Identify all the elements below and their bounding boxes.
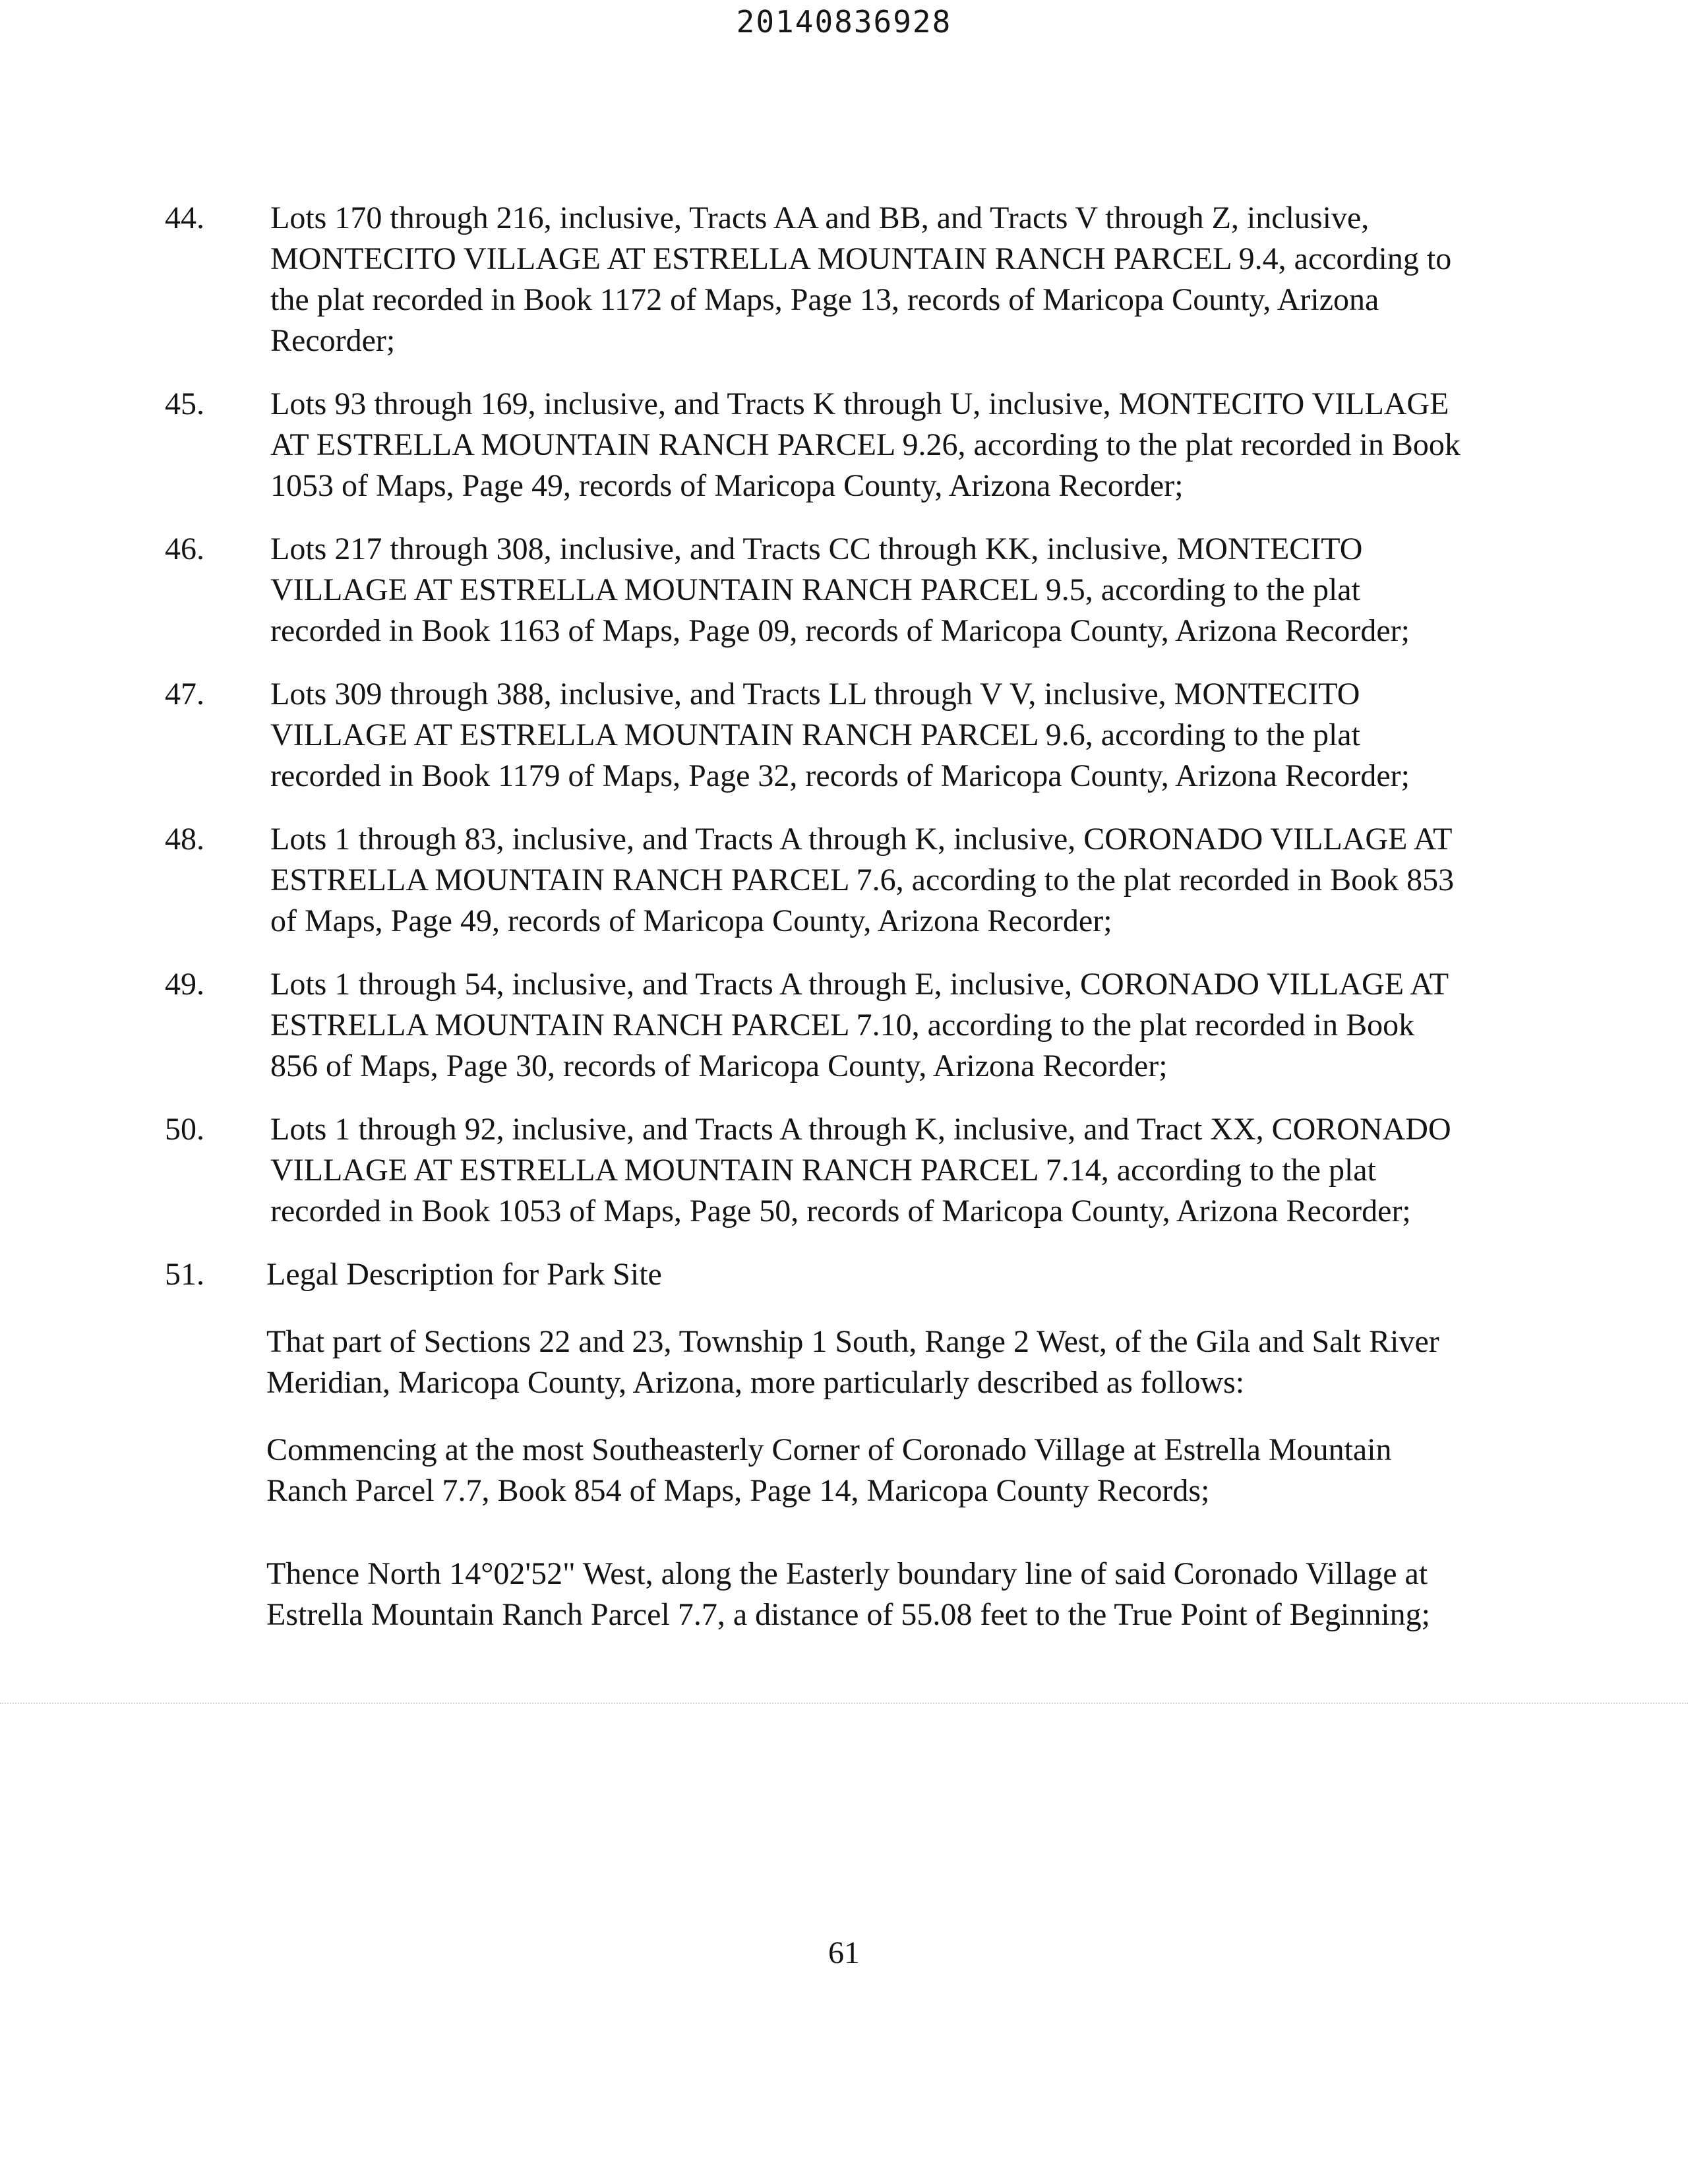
item-number: 45. xyxy=(165,386,204,421)
document-body xyxy=(0,198,1688,1635)
list-item-50 xyxy=(0,1109,1688,1232)
item-text: Lots 1 through 92, inclusive, and Tracts A through K, inclusive, and Tract XX, CORONADO VILLAGE AT ESTRELLA MOUNTAIN RANCH PARCEL 7.14, according to the plat recorded in Book 1053 of Maps, Page 50, records of Maricopa County, Arizona Recorder; xyxy=(270,1112,1451,1228)
list-item-49 xyxy=(0,964,1688,1087)
item-number: 47. xyxy=(165,677,204,712)
list-item-48 xyxy=(0,819,1688,942)
park-site-paragraph-sections: That part of Sections 22 and 23, Township 1 South, Range 2 West, of the Gila and Salt River Meridian, Maricopa County, Arizona, more particularly described as follows: xyxy=(266,1324,1439,1400)
list-item-47 xyxy=(0,674,1688,797)
page-number: 61 xyxy=(828,1935,860,1970)
park-site-paragraph-thence: Thence North 14°02'52" West, along the Easterly boundary line of said Coronado Village at Estrella Mountain Ranch Parcel 7.7, a distance of 55.08 feet to the True Point of Beginning; xyxy=(266,1556,1431,1632)
item-text: Lots 93 through 169, inclusive, and Tracts K through U, inclusive, MONTECITO VILLAGE AT ESTRELLA MOUNTAIN RANCH PARCEL 9.26, according to the plat recorded in Book 1053 of Maps, Page 49, records of Maricopa County, Arizona Recorder; xyxy=(270,386,1461,503)
item-number: 51. xyxy=(165,1257,204,1292)
item-number: 44. xyxy=(165,200,204,235)
list-item-44 xyxy=(0,198,1688,361)
park-site-heading: Legal Description for Park Site xyxy=(266,1257,662,1292)
document-number: 20140836928 xyxy=(736,4,952,40)
list-item-51 xyxy=(0,1254,1688,1295)
item-text: Lots 309 through 388, inclusive, and Tracts LL through V V, inclusive, MONTECITO VILLAGE AT ESTRELLA MOUNTAIN RANCH PARCEL 9.6, according to the plat recorded in Book 1179 of Maps, Page 32, records of Maricopa County, Arizona Recorder; xyxy=(270,677,1410,793)
item-number: 50. xyxy=(165,1112,204,1147)
item-number: 46. xyxy=(165,531,204,566)
scan-artifact-line xyxy=(0,1703,1688,1704)
item-number: 48. xyxy=(165,822,204,857)
item-text: Lots 1 through 83, inclusive, and Tracts A through K, inclusive, CORONADO VILLAGE AT ESTRELLA MOUNTAIN RANCH PARCEL 7.6, according to the plat recorded in Book 853 of Maps, Page 49, records of Maricopa County, Arizona Recorder; xyxy=(270,822,1455,938)
item-text: Lots 217 through 308, inclusive, and Tracts CC through KK, inclusive, MONTECITO VILLAGE AT ESTRELLA MOUNTAIN RANCH PARCEL 9.5, according to the plat recorded in Book 1163 of Maps, Page 09, records of Maricopa County, Arizona Recorder; xyxy=(270,531,1410,648)
park-site-paragraph-commencing: Commencing at the most Southeasterly Corner of Coronado Village at Estrella Mountain Ranch Parcel 7.7, Book 854 of Maps, Page 14, Maricopa County Records; xyxy=(266,1432,1392,1508)
item-text: Lots 1 through 54, inclusive, and Tracts A through E, inclusive, CORONADO VILLAGE AT ESTRELLA MOUNTAIN RANCH PARCEL 7.10, according to the plat recorded in Book 856 of Maps, Page 30, records of Maricopa County, Arizona Recorder; xyxy=(270,967,1449,1083)
list-item-45 xyxy=(0,384,1688,506)
item-number: 49. xyxy=(165,967,204,1002)
list-item-46 xyxy=(0,529,1688,652)
item-text: Lots 170 through 216, inclusive, Tracts AA and BB, and Tracts V through Z, inclusive, MONTECITO VILLAGE AT ESTRELLA MOUNTAIN RANCH PARCEL 9.4, according to the plat recorded in Book 1172 of Maps, Page 13, records of Maricopa County, Arizona Recorder; xyxy=(270,200,1452,358)
